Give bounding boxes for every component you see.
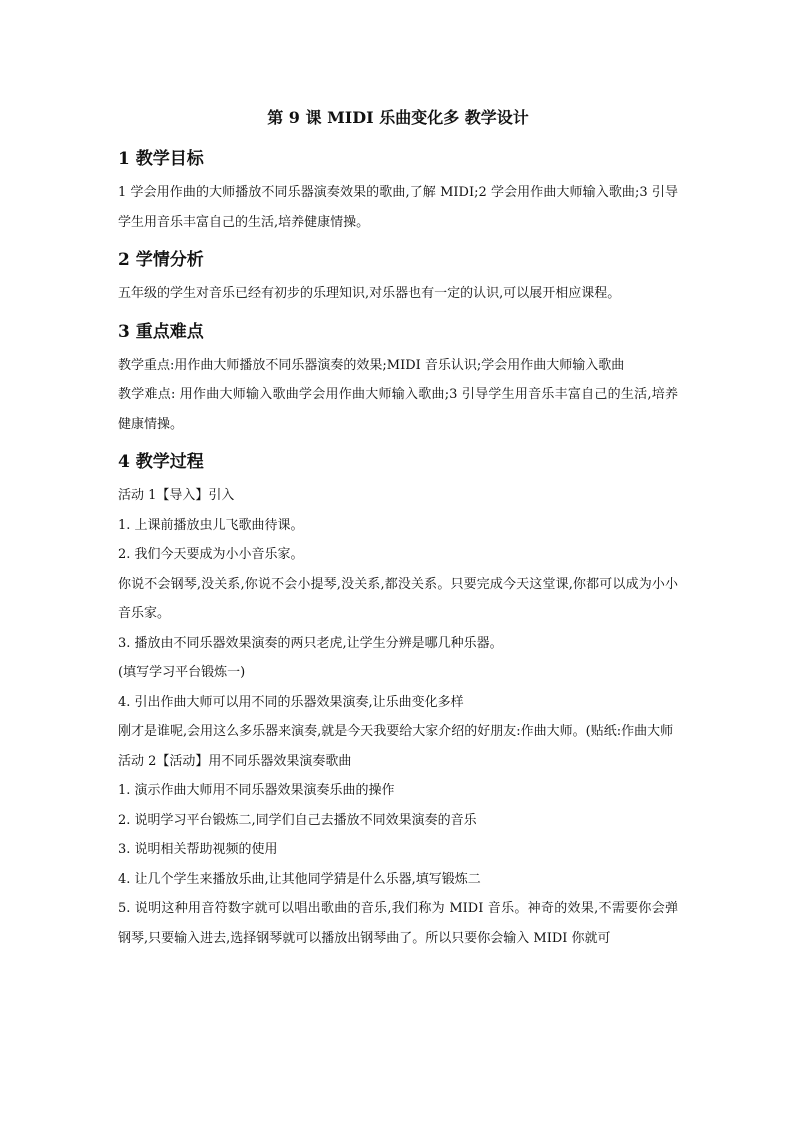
list-item: 2. 我们今天要成为小小音乐家。 — [118, 547, 304, 562]
list-item: 3. 播放由不同乐器效果演奏的两只老虎,让学生分辨是哪几种乐器。 — [118, 635, 503, 651]
paragraph: 刚才是谁呢,会用这么多乐器来演奏,就是今天我要给大家介绍的好朋友:作曲大师。(贴纸:作曲大师 — [118, 724, 674, 739]
paragraph: 五年级的学生对音乐已经有初步的乐理知识,对乐器也有一定的认识,可以展开相应课程。 — [118, 286, 621, 301]
paragraph: (填写学习平台锻炼一) — [118, 665, 246, 680]
section-analysis — [118, 241, 678, 309]
section-process — [118, 443, 678, 953]
paragraph: 教学难点: 用作曲大师输入歌曲学会用作曲大师输入歌曲;3 引导学生用音乐丰富自己的生活,培养健康情操。 — [118, 387, 678, 432]
list-item: 3. 说明相关帮助视频的使用 — [118, 842, 278, 857]
paragraph: 1 学会用作曲的大师播放不同乐器演奏效果的歌曲,了解 MIDI;2 学会用作曲大师输入歌曲;3 引导学生用音乐丰富自己的生活,培养健康情操。 — [118, 185, 678, 230]
section-objectives — [118, 140, 678, 237]
section-heading: 3 重点难点 — [118, 321, 204, 342]
list-item: 1. 上课前播放虫儿飞歌曲待课。 — [118, 517, 304, 533]
list-item: 1. 演示作曲大师用不同乐器效果演奏乐曲的操作 — [118, 783, 395, 798]
list-item: 4. 引出作曲大师可以用不同的乐器效果演奏,让乐曲变化多样 — [118, 694, 464, 710]
section-key-points — [118, 313, 678, 440]
list-item: 4. 让几个学生来播放乐曲,让其他同学猜是什么乐器,填写锻炼二 — [118, 871, 481, 887]
section-heading: 1 教学目标 — [118, 149, 204, 169]
paragraph: 你说不会钢琴,没关系,你说不会小提琴,没关系,都没关系。只要完成今天这堂课,你都可以成为小小音乐家。 — [118, 576, 678, 621]
section-heading: 2 学情分析 — [118, 250, 204, 270]
document-page — [118, 100, 678, 953]
document-title: 第 9 课 MIDI 乐曲变化多 教学设计 — [267, 108, 529, 127]
section-heading: 4 教学过程 — [118, 452, 204, 472]
activity-heading: 活动 2【活动】用不同乐器效果演奏歌曲 — [118, 753, 352, 769]
list-item: 2. 说明学习平台锻炼二,同学们自己去播放不同效果演奏的音乐 — [118, 812, 477, 828]
list-item: 5. 说明这种用音符数字就可以唱出歌曲的音乐,我们称为 MIDI 音乐。神奇的效果,不需要你会弹钢琴,只要输入进去,选择钢琴就可以播放出钢琴曲了。所以只要你会输入 MIDI 你就可 — [118, 901, 678, 946]
activity-heading: 活动 1【导入】引入 — [118, 488, 235, 503]
paragraph: 教学重点:用作曲大师播放不同乐器演奏的效果;MIDI 音乐认识;学会用作曲大师输入歌曲 — [118, 357, 625, 373]
